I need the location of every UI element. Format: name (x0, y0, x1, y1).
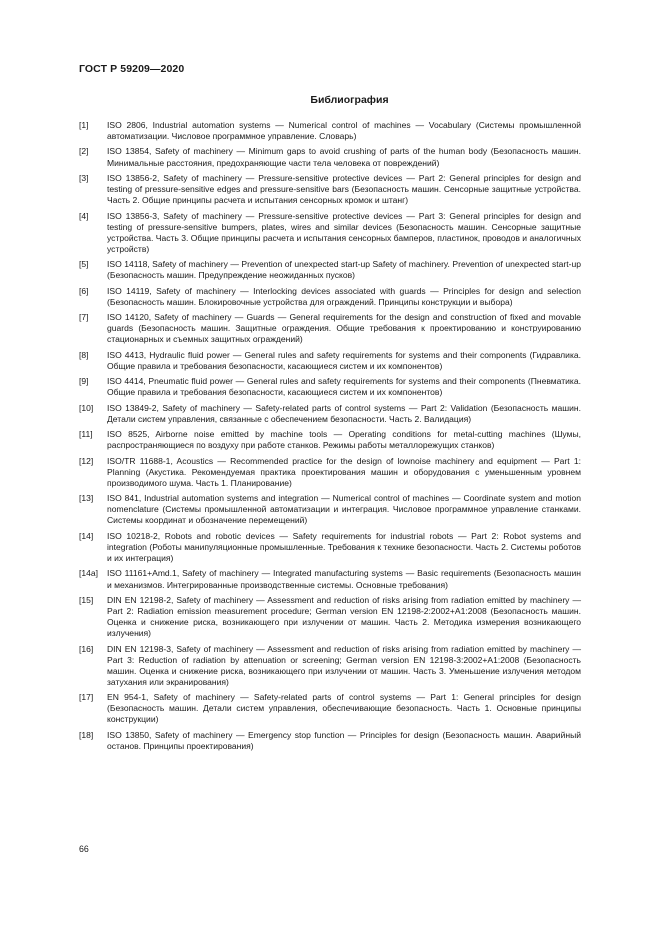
bibliography-entry-text: ISO 2806, Industrial automation systems — Numerical control of machines — Vocabulary (Системы промышленной автоматизации. Числовое программное управление. Словарь) (107, 120, 581, 142)
bibliography-entry-text: ISO 13849-2, Safety of machinery — Safety-related parts of control systems — Part 2: Validation (Безопасность машин. Детали систем управления, связанные с обеспечением безопасности. Часть 2. Валидация) (107, 402, 581, 424)
bibliography-entry (79, 568, 581, 590)
bibliography-entry-number: [7] (79, 312, 89, 323)
bibliography-entry-text: ISO 13854, Safety of machinery — Minimum gaps to avoid crushing of parts of the human body (Безопасность машин. Минимальные расстояния, предохраняющие части тела человека от повреждений) (107, 146, 581, 168)
bibliography-entry-text: ISO 14118, Safety of machinery — Prevention of unexpected start-up Safety of machinery. Prevention of unexpected start-up (Безопасность машин. Предупреждение неожиданных пусков) (107, 259, 581, 281)
bibliography-entry (79, 376, 581, 398)
bibliography-entry-number: [2] (79, 146, 89, 157)
bibliography-entry (79, 531, 581, 564)
bibliography-entry-text: ISO 14119, Safety of machinery — Interlocking devices associated with guards — Principles for design and selection (Безопасность машин. Блокировочные устройства для ограждений. Принципы конструкции и выбора) (107, 285, 581, 307)
bibliography-entry-number: [10] (79, 402, 94, 413)
bibliography-entry-number: [14] (79, 530, 94, 541)
bibliography-entry (79, 403, 581, 425)
bibliography-entry-number: [1] (79, 120, 89, 130)
bibliography-entry-text: ISO 11161+Amd.1, Safety of machinery — Integrated manufacturing systems — Basic requirements (Безопасность машин и механизмов. Интегрированные производственные системы. Основные требования) (107, 568, 581, 590)
bibliography-entry-text: DIN EN 12198-2, Safety of machinery — Assessment and reduction of risks arising from radiation emitted by machinery — Part 2: Radiation emission measurement procedure; German version EN 12198-2:2002+A1:2008 (Безопасность машин. Оценка и снижение риска, возникающего при излучении от машин. Часть 2. Методика измерения возникающего излучения) (107, 594, 581, 639)
bibliography-entry (79, 350, 581, 372)
bibliography-entry-number: [18] (79, 729, 94, 740)
bibliography-entry-number: [5] (79, 259, 89, 270)
bibliography-entry-text: ISO 10218-2, Robots and robotic devices — Safety requirements for industrial robots — Part 2: Robot systems and integration (Роботы манипуляционные промышленные. Требования к технике безопасности. Часть 2. Системы роботов и их интеграция) (107, 530, 581, 564)
bibliography-entry (79, 456, 581, 489)
bibliography-entry (79, 493, 581, 526)
bibliography-entry-number: [4] (79, 210, 89, 221)
bibliography-entry-text: ISO 841, Industrial automation systems and integration — Numerical control of machines — Coordinate system and motion nomenclature (Системы промышленной автоматизации и интеграция. Числовое программное управление станками. Системы координат и обозначение перемещений) (107, 493, 581, 526)
bibliography-entry (79, 429, 581, 451)
bibliography-entry (79, 259, 581, 281)
bibliography-entry-number: [15] (79, 594, 94, 605)
bibliography-entry-text: DIN EN 12198-3, Safety of machinery — Assessment and reduction of risks arising from radiation emitted by machinery — Part 3: Reduction of radiation by attenuation or screening; German version EN 12198-3:2002+A1:2008 (Безопасность машин. Оценка и снижение риска, возникающего при излучении от машин. Часть 3. Уменьшение излучения методом затухания или экранирования) (107, 643, 581, 687)
bibliography-entry-text: ISO 13856-2, Safety of machinery — Pressure-sensitive protective devices — Part 2: General principles for design and testing of pressure-sensitive edges and pressure-sensitive bars (Безопасность машин. Сенсорные защитные устройства. Часть 2. Общие принципы расчета и испытания сенсорных кромок и штанг) (107, 172, 581, 206)
bibliography-entry-number: [9] (79, 376, 89, 387)
bibliography-entry-number: [11] (79, 429, 93, 440)
bibliography-entry-number: [6] (79, 285, 89, 296)
bibliography-entry-text: ISO 14120, Safety of machinery — Guards — General requirements for the design and construction of fixed and movable guards (Безопасность машин. Защитные ограждения. Общие требования к проектированию и конструированию стационарных и съемных защитных ограждений) (107, 312, 581, 345)
bibliography-entry-text: ISO/TR 11688-1, Acoustics — Recommended practice for the design of lownoise machinery and equipment — Part 1: Planning (Акустика. Рекомендуемая практика проектирования машин и оборудования с уменьшенным уровнем производимого шума. Часть 1. Планирование) (107, 455, 581, 488)
bibliography-entry-number: [8] (79, 349, 89, 360)
bibliography-entry-number: [17] (79, 692, 94, 703)
bibliography-entry-text: ISO 13856-3, Safety of machinery — Pressure-sensitive protective devices — Part 3: General principles for design and testing of pressure-sensitive bumpers, plates, wires and similar devices (Безопасность машин. Сенсорные защитные устройства. Часть 3. Общие принципы расчета и испытания сенсорных бамперов, пластинок, проводов и аналогичных устройств) (107, 210, 581, 254)
bibliography-entry (79, 595, 581, 639)
bibliography-entry-number: [12] (79, 455, 94, 466)
bibliography-entry-number: [3] (79, 172, 89, 183)
page-number: 66 (79, 844, 89, 854)
bibliography-entry-number: [16] (79, 643, 94, 654)
bibliography-entry (79, 312, 581, 345)
bibliography-entry (79, 286, 581, 308)
bibliography-entry-text: EN 954-1, Safety of machinery — Safety-related parts of control systems — Part 1: General principles for design (Безопасность машин. Детали систем управления, обеспечивающие безопасность. Часть 1. Основные принципы конструкции) (107, 692, 581, 725)
bibliography-entry (79, 146, 581, 168)
bibliography-entry-text: ISO 13850, Safety of machinery — Emergency stop function — Principles for design (Безопасность машин. Аварийный останов. Принципы проектирования) (107, 729, 581, 751)
bibliography-entry (79, 211, 581, 255)
standard-designation: ГОСТ Р 59209—2020 (79, 63, 185, 75)
bibliography-entry (79, 644, 581, 688)
section-title: Библиография (310, 94, 389, 106)
bibliography-entry (79, 173, 581, 206)
bibliography-list (79, 120, 581, 756)
bibliography-entry-number: [13] (79, 493, 94, 504)
bibliography-entry-text: ISO 8525, Airborne noise emitted by machine tools — Operating conditions for metal-cutting machines (Шумы, распространяющиеся по воздуху при работе станков. Режимы работы металлорежущих станков) (107, 429, 581, 451)
bibliography-entry (79, 692, 581, 725)
bibliography-entry (79, 730, 581, 752)
bibliography-entry (79, 120, 581, 142)
bibliography-entry-number: [14a] (79, 568, 99, 579)
bibliography-entry-text: ISO 4414, Pneumatic fluid power — General rules and safety requirements for systems and their components (Пневматика. Общие правила и требования безопасности, касающиеся систем и их компонентов) (107, 376, 581, 398)
bibliography-entry-text: ISO 4413, Hydraulic fluid power — General rules and safety requirements for systems and their components (Гидравлика. Общие правила и требования безопасности, касающиеся систем и их компонентов) (107, 349, 581, 371)
